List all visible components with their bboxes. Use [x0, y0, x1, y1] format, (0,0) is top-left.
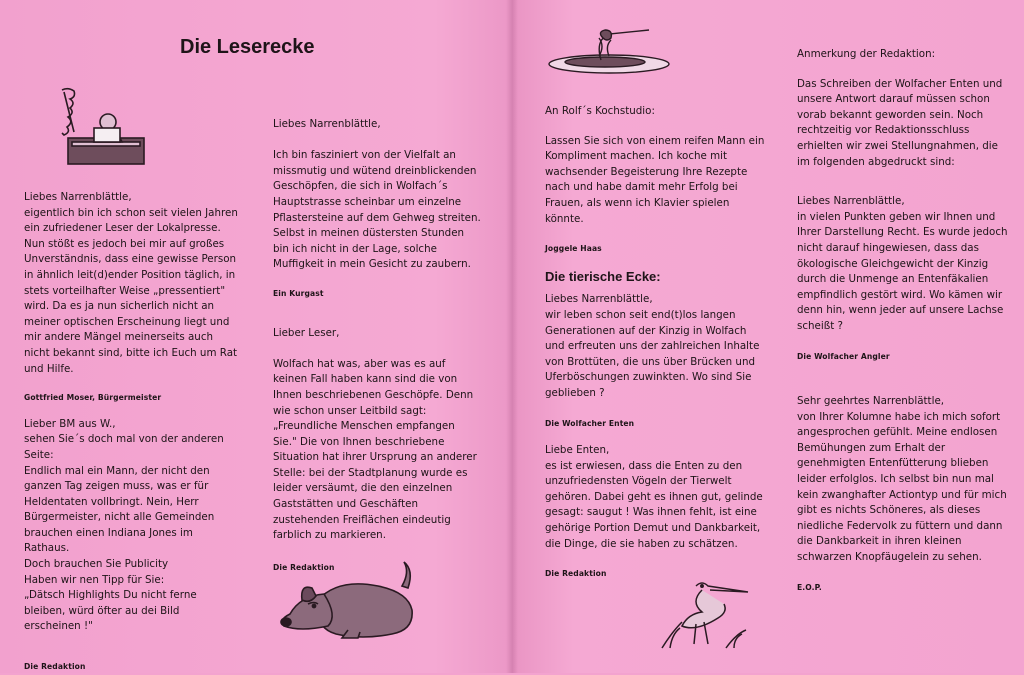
- signature-redaktion-2: Die Redaktion: [273, 562, 335, 572]
- signature-kurgast: Ein Kurgast: [273, 288, 324, 298]
- spaghetti-plate-icon: [545, 26, 673, 76]
- kochstudio-text: Lassen Sie sich von einem reifen Mann ein Kompliment machen. Ich koche mit wachsender Begeisterung Ihre Rezepte nach und habe damit mehr Erfolg bei Frauen, als wenn ich Klavier spielen könnte.: [545, 134, 765, 225]
- signature-enten: Die Wolfacher Enten: [545, 418, 635, 428]
- page-title: Die Leserecke: [180, 36, 315, 58]
- page-fold: [506, 0, 518, 673]
- reply-enten: Liebe Enten, es ist erwiesen, dass die Enten zu den unzufriedensten Vögeln der Tierwelt gehören. Dabei geht es ihnen gut, gelinde gesagt: saugut ! Was ihnen fehlt, ist eine gehörige Portion Demut und Dankbarkeit, die Dinge, die sie haben zu schätzen.: [545, 444, 763, 550]
- letter-eop: Sehr geehrtes Narrenblättle, von Ihrer Kolumne habe ich mich sofort angesprochen gefühlt. Meine endlosen Bemühungen zum Erhalt der genehmigten Entenfütterung blieben leider erfolglos. Ich selbst bin nun mal kein zwanghafter Actiontyp und für mich gibt es nichts Schöneres, als dieses niedliche Federvolk zu füttern und dann die Dankbarkeit in ihren kleinen schwarzen Knopfäugelein zu sehen.: [797, 395, 1007, 564]
- right-column-2: [797, 47, 1011, 595]
- letter-angler: Liebes Narrenblättle, in vielen Punkten geben wir Ihnen und Ihrer Darstellung Recht. Es wurde jedoch nicht darauf hingewiesen, dass das ökologische Gleichgewicht der Kinzig durch die Unmenge an Entenfäkalien empfindlich gestört wird. Wo kämen wir denn hin, wenn jeder auf unsere Lachse scheißt ?: [797, 195, 1008, 332]
- signature-eop: E.O.P.: [797, 582, 822, 592]
- anmerkung-text: Das Schreiben der Wolfacher Enten und unsere Antwort darauf müssen schon vorab bekannt geworden sein. Noch rechtzeitig vor Redaktionsschluss erhielten wir zwei Stellungnahmen, die im folgenden abgedruckt sind:: [797, 77, 1003, 168]
- tierische-ecke-heading: Die tierische Ecke:: [545, 268, 661, 284]
- letter-mayor: Liebes Narrenblättle, eigentlich bin ich schon seit vielen Jahren ein zufriedener Leser der Lokalpresse. Nun stößt es jedoch bei mir auf großes Unverständnis, dass eine gewisse Person in ähnlich leit(d)ender Position täglich, in stets vorteilhafter Weise „pressentiert" wird. Da es ja nun sicherlich nicht an meiner optischen Erscheinung liegt und mir andere Mängel meinerseits auch nicht bekannt sind, bitte ich Euch um Rat und Hilfe.: [24, 191, 238, 375]
- left-column-1: [24, 190, 239, 675]
- left-column-2: [273, 117, 481, 575]
- letter-kurgast: Liebes Narrenblättle, Ich bin fasziniert von der Vielfalt an missmutig und wütend dreinblickenden Geschöpfen, die sich in Wolfach´s Hauptstrasse scheinbar um einzelne Pflastersteine auf dem Gehweg streiten. Selbst in meinen düstersten Stunden bin ich nicht in der Lage, solche Muffigkeit in mein Gesicht zu zaubern.: [273, 118, 481, 271]
- signature-redaktion-3: Die Redaktion: [545, 569, 607, 579]
- heron-icon: [656, 578, 752, 650]
- signature-mayor: Gottfried Moser, Bürgermeister: [24, 393, 162, 403]
- letter-enten: Liebes Narrenblättle, wir leben schon seit end(t)los langen Generationen auf der Kinzig in Wolfach und erfreuten uns der zahlreichen Inhalte von Brottüten, die uns über Brücken und Uferböschungen zuwinkten. Wo sind Sie geblieben ?: [545, 293, 760, 399]
- signature-joggele: Joggele Haas: [545, 244, 602, 254]
- signature-angler: Die Wolfacher Angler: [797, 351, 890, 361]
- reply-mayor: Lieber BM aus W., sehen Sie´s doch mal von der anderen Seite: Endlich mal ein Mann, der nicht den ganzen Tag zeigen muss, was er für Heldentaten vollbringt. Nein, Herr Bürgermeister, nicht alle Gemeinden brauchen einen Indiana Jones im Rathaus. Doch brauchen Sie Publicity Haben wir nen Tipp für Sie: „Dätsch Highlights Du nicht ferne bleiben, würd öfter au dei Bild erscheinen !": [24, 417, 224, 633]
- grumpy-dog-icon: [278, 560, 428, 642]
- anmerkung-label: Anmerkung der Redaktion:: [797, 48, 936, 60]
- reply-kurgast: Lieber Leser, Wolfach hat was, aber was es auf keinen Fall haben kann sind die von Ihnen beschriebenen Geschöpfe. Denn wie schon unser Leitbild sagt: „Freundliche Menschen empfangen Sie." Die von Ihnen beschriebene Situation hat ihrer Ursprung an anderer Stelle: bei der Stadtplanung wurde es leider versäumt, die den einzelnen Gaststätten und Geschäften zustehenden Freiflächen eindeutig farblich zu markieren.: [273, 326, 477, 542]
- signature-redaktion-1: Die Redaktion: [24, 662, 86, 672]
- right-column-1: [545, 104, 769, 582]
- kochstudio-label: An Rolf´s Kochstudio:: [545, 105, 655, 117]
- desk-reader-icon: [54, 86, 150, 170]
